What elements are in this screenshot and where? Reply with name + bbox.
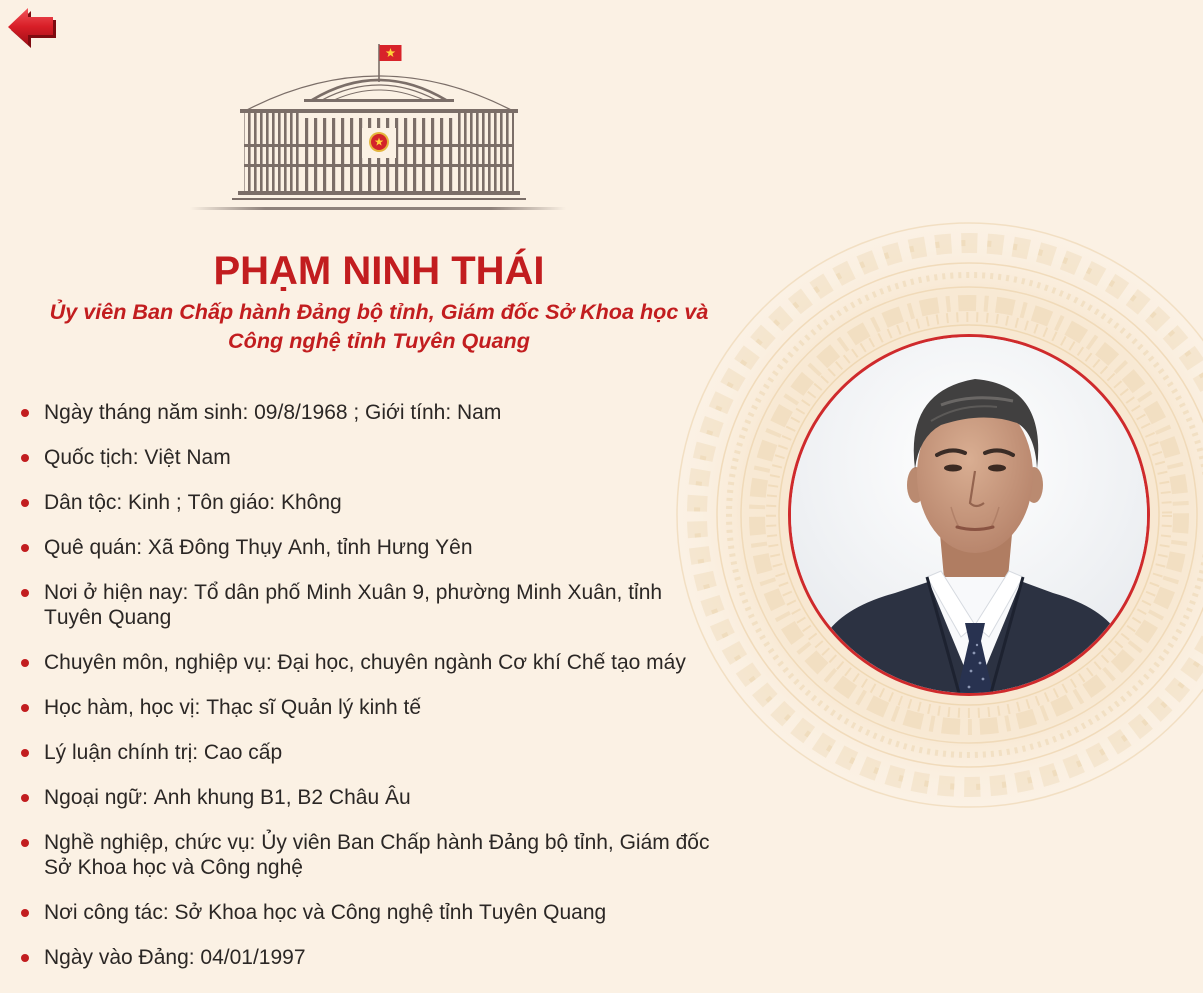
- info-item-text: Học hàm, học vị: Thạc sĩ Quản lý kinh tế: [44, 696, 421, 719]
- info-item-birth-date-gender: [0, 400, 725, 425]
- info-item-expertise: [0, 650, 725, 675]
- bullet-icon: [21, 409, 29, 417]
- info-item-text: Nghề nghiệp, chức vụ: Ủy viên Ban Chấp hành Đảng bộ tỉnh, Giám đốc Sở Khoa học và Công nghệ: [44, 831, 710, 879]
- bullet-icon: [21, 954, 29, 962]
- info-item-academic-degree: [0, 695, 725, 720]
- position-line: Ủy viên Ban Chấp hành Đảng bộ tỉnh, Giám đốc Sở Khoa học và: [49, 299, 709, 324]
- back-button[interactable]: [6, 6, 58, 50]
- info-item-foreign-language: [0, 785, 725, 810]
- info-item-current-residence: [0, 580, 725, 630]
- info-item-text: Chuyên môn, nghiệp vụ: Đại học, chuyên ngành Cơ khí Chế tạo máy: [44, 651, 686, 674]
- candidate-name: PHẠM NINH THÁI: [213, 249, 545, 293]
- building-facade: [190, 109, 566, 210]
- bullet-icon: [21, 454, 29, 462]
- bullet-icon: [21, 794, 29, 802]
- info-item-text: Lý luận chính trị: Cao cấp: [44, 741, 283, 764]
- info-item-ethnicity-religion: [0, 490, 725, 515]
- portrait-frame: [788, 334, 1150, 696]
- bullet-icon: [21, 589, 29, 597]
- bullet-icon: [21, 704, 29, 712]
- bullet-icon: [21, 749, 29, 757]
- info-item-workplace: [0, 900, 725, 925]
- back-arrow-icon[interactable]: [6, 6, 58, 50]
- info-item-occupation-position: [0, 830, 725, 880]
- national-assembly-building-illustration: [188, 40, 568, 214]
- info-item-text: Ngày vào Đảng: 04/01/1997: [44, 946, 306, 969]
- bullet-icon: [21, 909, 29, 917]
- info-item-text: Nơi công tác: Sở Khoa học và Công nghệ tỉnh Tuyên Quang: [44, 901, 607, 924]
- profile-info-list: [0, 400, 725, 970]
- national-emblem-icon: [369, 132, 389, 152]
- info-item-text: Quốc tịch: Việt Nam: [44, 446, 231, 469]
- info-item-text: Dân tộc: Kinh ; Tôn giáo: Không: [44, 491, 342, 514]
- info-item-text: Quê quán: Xã Đông Thụy Anh, tỉnh Hưng Yên: [44, 536, 473, 559]
- info-item-text: Ngoại ngữ: Anh khung B1, B2 Châu Âu: [44, 786, 411, 809]
- portrait-photo: [791, 337, 1147, 693]
- info-item-nationality: [0, 445, 725, 470]
- info-item-hometown: [0, 535, 725, 560]
- candidate-position: [0, 297, 758, 355]
- info-item-text: Ngày tháng năm sinh: 09/8/1968 ; Giới tính: Nam: [44, 401, 502, 424]
- position-line: Công nghệ tỉnh Tuyên Quang: [228, 328, 530, 353]
- bullet-icon: [21, 659, 29, 667]
- info-item-text: Nơi ở hiện nay: Tổ dân phố Minh Xuân 9, phường Minh Xuân, tỉnh Tuyên Quang: [44, 581, 663, 629]
- info-item-party-admission-date: [0, 945, 725, 970]
- info-item-political-theory: [0, 740, 725, 765]
- bullet-icon: [21, 499, 29, 507]
- bullet-icon: [21, 544, 29, 552]
- bullet-icon: [21, 839, 29, 847]
